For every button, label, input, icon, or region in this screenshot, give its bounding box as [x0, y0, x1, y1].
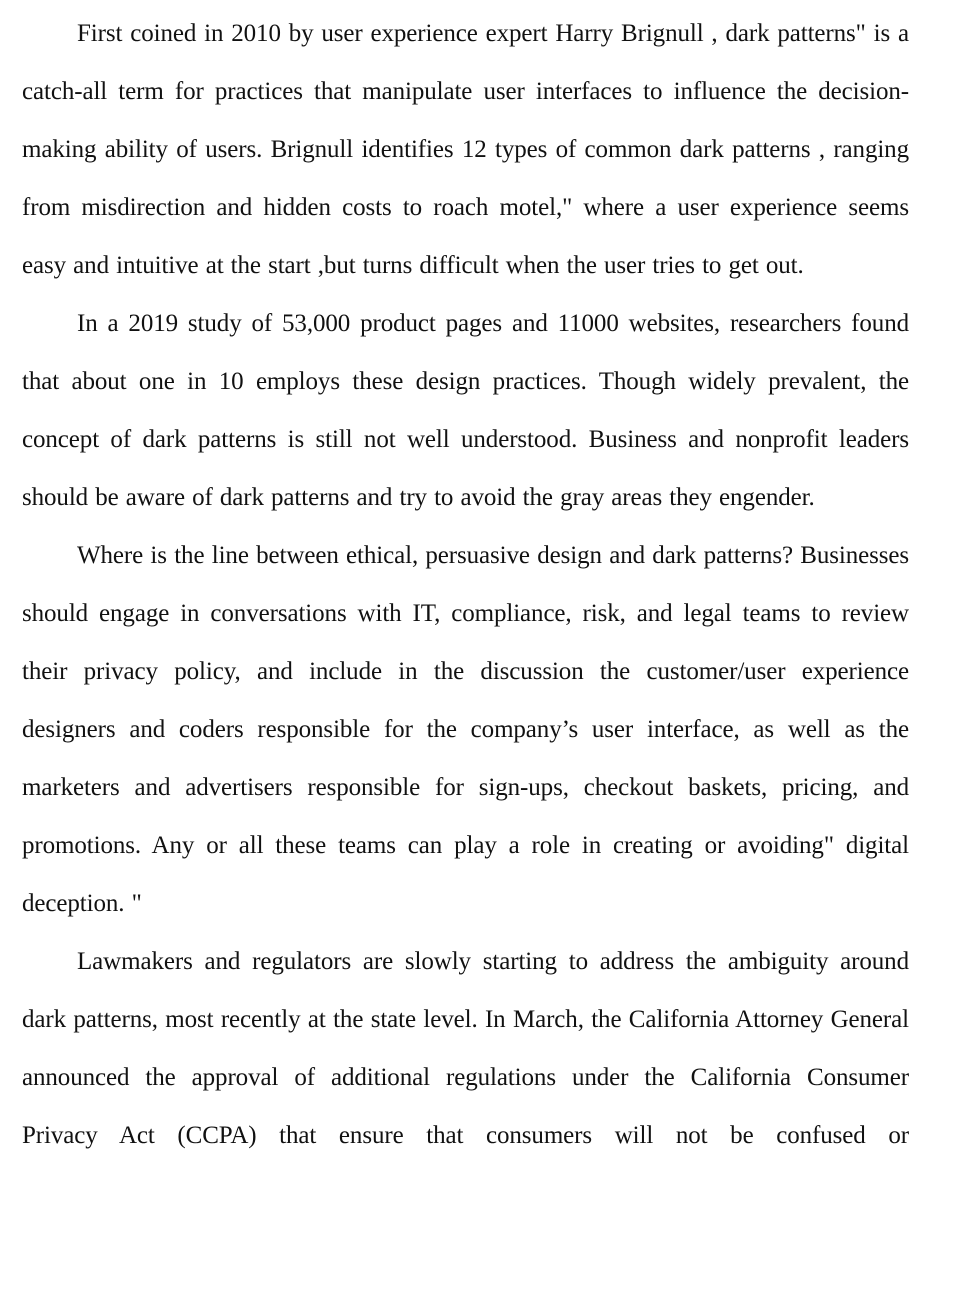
paragraph-2: In a 2019 study of 53,000 product pages and 11000 websites, researchers found that about one in 10 employs these design practices. Though widely prevalent, the concept of dark patterns is still not well understood. Business and nonprofit leaders should be aware of dark patterns and try to avoid the gray areas they engender. — [22, 310, 909, 511]
body-text — [22, 5, 909, 1165]
paragraph-4: Lawmakers and regulators are slowly starting to address the ambiguity around dark patterns, most recently at the state level. In March, the California Attorney General announced the approval of additional regulations under the California Consumer Privacy Act (CCPA) that ensure that consumers will not be confused or — [22, 948, 909, 1149]
paragraph-1: First coined in 2010 by user experience expert Harry Brignull , dark patterns" is a catch-all term for practices that manipulate user interfaces to influence the decision-making ability of users. Brignull identifies 12 types of common dark patterns , ranging from misdirection and hidden costs to roach motel," where a user experience seems easy and intuitive at the start ,but turns difficult when the user tries to get out. — [22, 20, 909, 279]
paragraph-3: Where is the line between ethical, persuasive design and dark patterns? Businesses should engage in conversations with IT, compliance, risk, and legal teams to review their privacy policy, and include in the discussion the customer/user experience designers and coders responsible for the company’s user interface, as well as the marketers and advertisers responsible for sign-ups, checkout baskets, pricing, and promotions. Any or all these teams can play a role in creating or avoiding" digital deception. " — [22, 542, 909, 917]
